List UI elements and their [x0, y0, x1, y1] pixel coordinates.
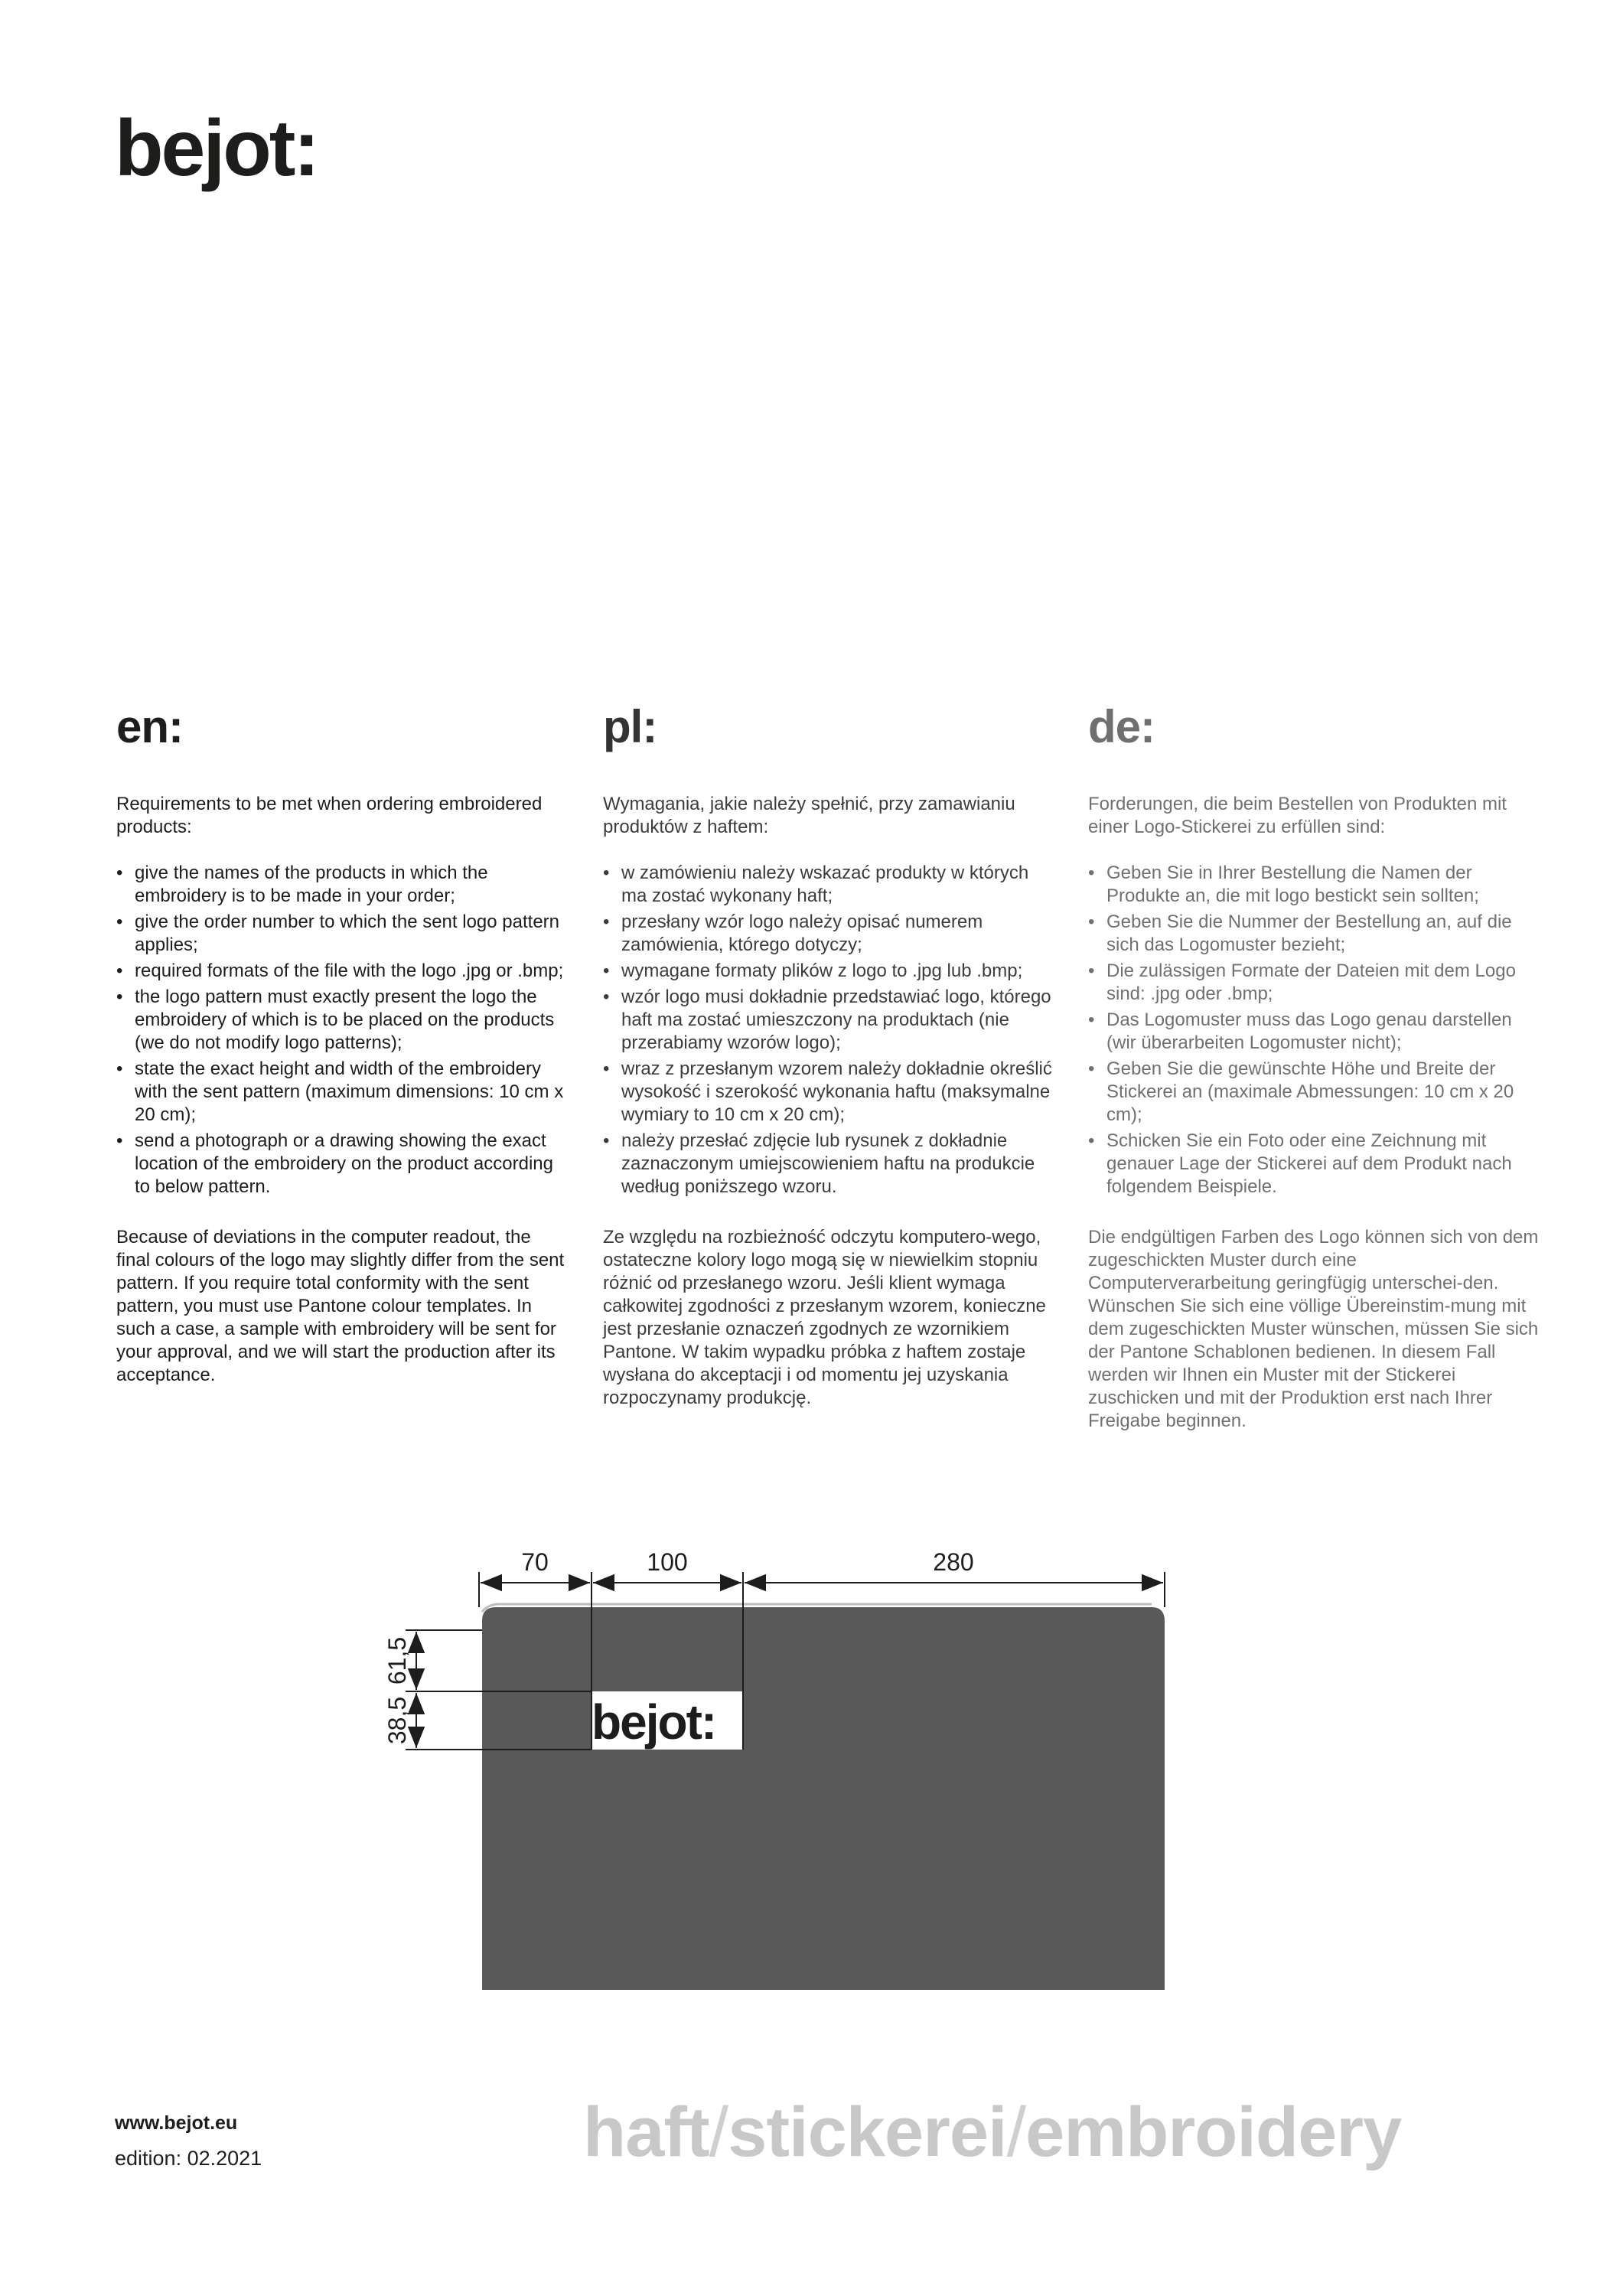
list-item: • wzór logo musi dokładnie przedstawiać logo, którego haft ma zostać umieszczony na produktach (nie przerabiamy wzorów logo);	[603, 986, 1054, 1055]
requirements-list-pl	[603, 862, 1054, 1199]
list-item: • state the exact height and width of the embroidery with the sent pattern (maximum dimensions: 10 cm x 20 cm);	[116, 1058, 568, 1127]
intro-de: Forderungen, die beim Bestellen von Produkten mit einer Logo-Stickerei zu erfüllen sind:	[1088, 794, 1507, 837]
dimension-height-logo: 38,5	[383, 1696, 411, 1745]
edition-label: edition: 02.2021	[115, 2147, 262, 2170]
title-separator: /	[709, 2093, 728, 2171]
dimension-width-left: 70	[521, 1548, 549, 1576]
list-item: • przesłany wzór logo należy opisać numerem zamówienia, którego dotyczy;	[603, 911, 1054, 957]
list-item: • give the names of the products in which the embroidery is to be made in your order;	[116, 862, 568, 908]
list-item: • required formats of the file with the logo .jpg or .bmp;	[116, 960, 568, 983]
column-heading-pl: pl:	[603, 701, 657, 752]
dimension-width-right: 280	[933, 1548, 974, 1576]
website-link[interactable]: www.bejot.eu	[115, 2112, 238, 2134]
brand-logo: bejot:	[115, 104, 318, 193]
requirements-list-en	[116, 862, 568, 1199]
column-de	[1088, 701, 1540, 1433]
intro-pl: Wymagania, jakie należy spełnić, przy zamawianiu produktów z haftem:	[603, 794, 1015, 837]
list-item: • należy przesłać zdjęcie lub rysunek z dokładnie zaznaczonym umiejscowieniem haftu na produkcie według poniższego wzoru.	[603, 1130, 1054, 1199]
title-part-haft: haft	[583, 2093, 709, 2171]
list-item: • Geben Sie die Nummer der Bestellung an, auf die sich das Logomuster bezieht;	[1088, 911, 1540, 957]
list-item: • the logo pattern must exactly present the logo the embroidery of which is to be placed on the products (we do not modify logo patterns);	[116, 986, 568, 1055]
list-item: • wraz z przesłanym wzorem należy dokładnie określić wysokość i szerokość wykonania haftu (maksymalne wymiary to 10 cm x 20 cm);	[603, 1058, 1054, 1127]
dimension-width-logo: 100	[647, 1548, 688, 1576]
column-heading-en: en:	[116, 701, 183, 752]
list-item: • Geben Sie in Ihrer Bestellung die Namen der Produkte an, die mit logo bestickt sein sollten;	[1088, 862, 1540, 908]
list-item: • send a photograph or a drawing showing the exact location of the embroidery on the product according to below pattern.	[116, 1130, 568, 1199]
colour-note-pl: Ze względu na rozbieżność odczytu komputero-wego, ostateczne kolory logo mogą się w niewielkim stopniu różnić od przesłanego wzoru. Jeśli klient wymaga całkowitej zgodności z przesłanym wzorem, konieczne jest przesłanie oznaczeń zgodnych ze wzornikiem Pantone. W takim wypadku próbka z haftem zostaje wysłana do akceptacji i od momentu jej uzyskania rozpoczynamy produkcję.	[603, 1227, 1046, 1408]
column-heading-de: de:	[1088, 701, 1155, 752]
colour-note-en: Because of deviations in the computer readout, the final colours of the logo may slightly differ from the sent pattern. If you require total conformity with the sent pattern, you must use Pantone colour templates. In such a case, a sample with embroidery will be sent for your approval, and we will start the production after its acceptance.	[116, 1227, 565, 1385]
embroidery-placement-diagram	[360, 1531, 1324, 2005]
list-item: • Geben Sie die gewünschte Höhe und Breite der Stickerei an (maximale Abmessungen: 10 cm x 20 cm);	[1088, 1058, 1540, 1127]
requirements-list-de	[1088, 862, 1540, 1199]
dimension-height-top: 61,5	[383, 1636, 411, 1685]
column-en	[116, 701, 568, 1387]
title-part-embroidery: embroidery	[1025, 2093, 1402, 2171]
footer-title	[583, 2093, 1402, 2171]
title-separator: /	[1006, 2093, 1026, 2171]
list-item: • give the order number to which the sent logo pattern applies;	[116, 911, 568, 957]
intro-en: Requirements to be met when ordering embroidered products:	[116, 794, 543, 837]
colour-note-de: Die endgültigen Farben des Logo können sich von dem zugeschickten Muster durch eine Computerverarbeitung geringfügig unterschei-den. Wünschen Sie sich eine völlige Übereinstim-mung mit dem zugeschickten Muster wünschen, müssen Sie sich der Pantone Schablonen bedienen. In diesem Fall werden wir Ihnen ein Muster mit der Stickerei zuschicken und mit der Produktion erst nach Ihrer Freigabe beginnen.	[1088, 1227, 1539, 1431]
list-item: • Das Logomuster muss das Logo genau darstellen (wir überarbeiten Logomuster nicht);	[1088, 1009, 1540, 1055]
diagram-logo: bejot:	[592, 1694, 716, 1750]
list-item: • Die zulässigen Formate der Dateien mit dem Logo sind: .jpg oder .bmp;	[1088, 960, 1540, 1006]
list-item: • wymagane formaty plików z logo to .jpg lub .bmp;	[603, 960, 1054, 983]
column-pl	[603, 701, 1054, 1410]
product-panel	[482, 1607, 1165, 1990]
title-part-stickerei: stickerei	[728, 2093, 1007, 2171]
list-item: • w zamówieniu należy wskazać produkty w których ma zostać wykonany haft;	[603, 862, 1054, 908]
list-item: • Schicken Sie ein Foto oder eine Zeichnung mit genauer Lage der Stickerei auf dem Produkt nach folgendem Beispiele.	[1088, 1130, 1540, 1199]
